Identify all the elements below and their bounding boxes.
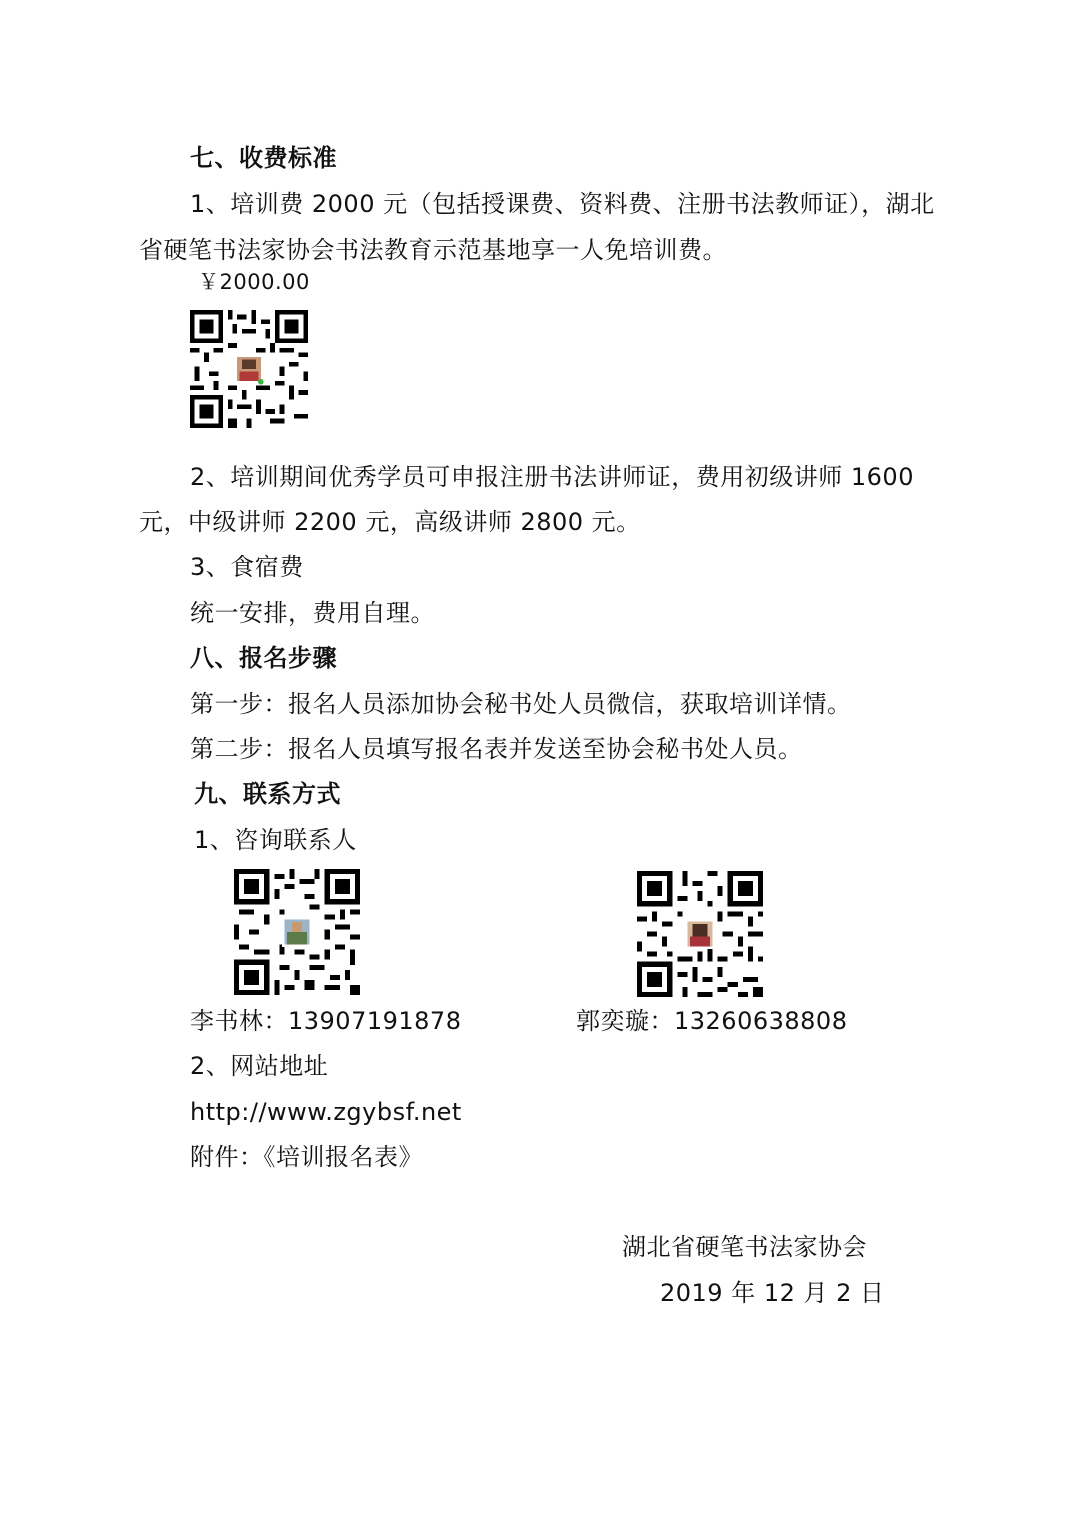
contact2-qr-code — [637, 871, 763, 997]
website-title: 2、网站地址 — [190, 1052, 329, 1080]
fee-item1-line2: 省硬笔书法家协会书法教育示范基地享一人免培训费。 — [139, 236, 727, 264]
payment-qr-code — [190, 310, 308, 428]
signup-step2: 第二步：报名人员填写报名表并发送至协会秘书处人员。 — [190, 735, 803, 763]
fee-item3-text: 统一安排，费用自理。 — [190, 599, 435, 627]
fee-item2-line2: 元，中级讲师 2200 元，高级讲师 2800 元。 — [139, 508, 641, 536]
signup-heading: 八、报名步骤 — [190, 644, 337, 672]
signature-date: 2019 年 12 月 2 日 — [660, 1279, 885, 1307]
attachment-line: 附件：《培训报名表》 — [190, 1143, 423, 1171]
fee-item1-line1: 1、培训费 2000 元（包括授课费、资料费、注册书法教师证），湖北 — [190, 190, 935, 218]
contact1-qr-code — [234, 869, 360, 995]
contact2-name-phone: 郭奕璇：13260638808 — [576, 1007, 848, 1035]
payment-amount: ￥2000.00 — [198, 270, 310, 294]
fee-item2-line1: 2、培训期间优秀学员可申报注册书法讲师证，费用初级讲师 1600 — [190, 463, 914, 491]
website-link[interactable]: http://www.zgybsf.net — [190, 1098, 462, 1126]
fee-item3-title: 3、食宿费 — [190, 553, 304, 581]
contact-item1: 1、咨询联系人 — [194, 826, 357, 854]
contact-heading: 九、联系方式 — [194, 780, 341, 808]
contact1-name-phone: 李书林：13907191878 — [190, 1007, 462, 1035]
signature-organization: 湖北省硬笔书法家协会 — [622, 1233, 867, 1261]
signup-step1: 第一步：报名人员添加协会秘书处人员微信，获取培训详情。 — [190, 690, 852, 718]
fees-heading: 七、收费标准 — [190, 144, 337, 172]
